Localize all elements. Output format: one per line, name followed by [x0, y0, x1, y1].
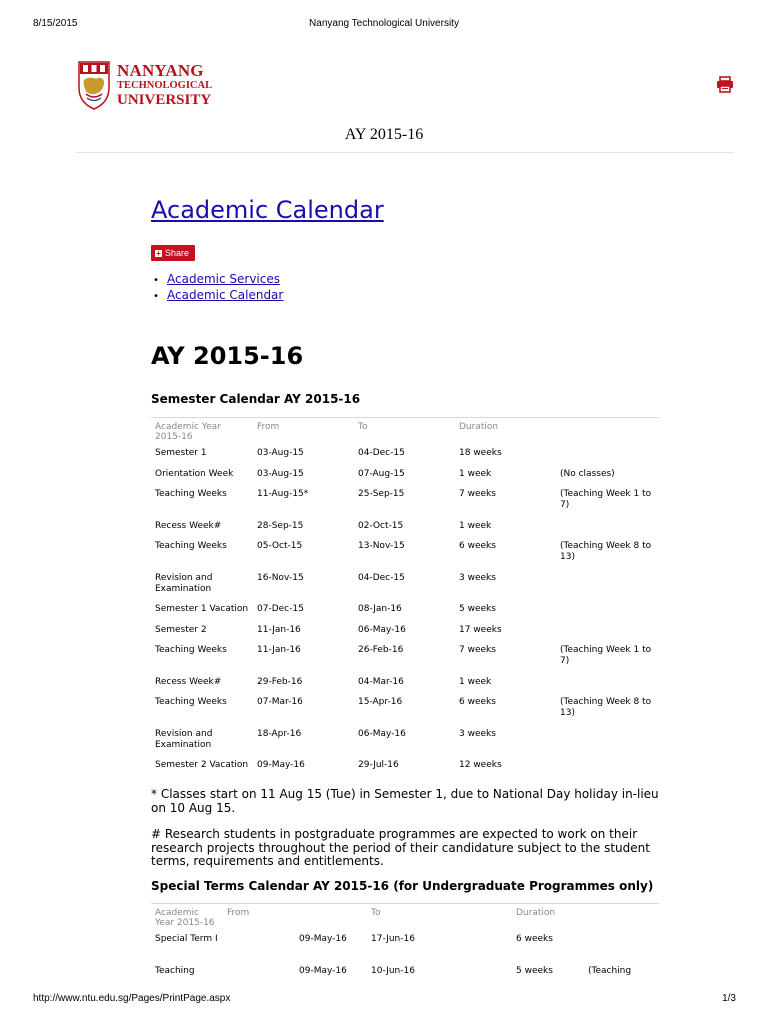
table-row: [151, 541, 659, 573]
table-cell: 07-Mar-16: [257, 697, 303, 707]
table-cell: 05-Oct-15: [257, 541, 303, 551]
table-cell: 25-Sep-15: [358, 489, 405, 499]
header-divider: [76, 152, 734, 153]
table-cell: Semester 2: [155, 625, 207, 635]
table-row: [151, 934, 659, 966]
table-cell: [223, 966, 295, 986]
table-row: [151, 604, 659, 625]
table-cell: 1 week: [459, 677, 492, 687]
column-header: To: [367, 904, 512, 935]
table-cell: 10-Jun-16: [371, 966, 415, 976]
university-crest-icon: [77, 60, 111, 110]
table-row: [151, 729, 659, 760]
table-cell: [584, 934, 659, 966]
table-cell: 1 week: [459, 521, 492, 531]
table-cell: 02-Oct-15: [358, 521, 404, 531]
table-cell: Revision and Examination: [155, 729, 213, 750]
footnote-asterisk: * Classes start on 11 Aug 15 (Tue) in Semester 1, due to National Day holiday in-lieu on 10 Aug 15.: [151, 787, 659, 815]
table-cell: 03-Aug-15: [257, 448, 304, 458]
table-cell: 16-Nov-15: [257, 573, 304, 583]
table-cell: Semester 1 Vacation: [155, 604, 249, 614]
table-cell: 11-Jan-16: [257, 625, 301, 635]
table-cell: Recess Week#: [155, 521, 222, 531]
table-cell: 3 weeks: [459, 729, 496, 739]
table-cell: 29-Feb-16: [257, 677, 303, 687]
table-cell: Recess Week#: [155, 677, 222, 687]
print-page-title: Nanyang Technological University: [309, 18, 459, 29]
table-cell: 06-May-16: [358, 625, 406, 635]
table-cell: [556, 573, 659, 604]
breadcrumb-item: [165, 288, 283, 304]
table-cell: 17 weeks: [459, 625, 502, 635]
logo-wordmark: [117, 62, 212, 108]
table-cell: [556, 760, 659, 780]
table-cell: 5 weeks: [459, 604, 496, 614]
table-cell: 06-May-16: [358, 729, 406, 739]
table-cell: (No classes): [560, 469, 615, 479]
table-row: [151, 573, 659, 604]
table-cell: 5 weeks: [516, 966, 553, 976]
printer-icon[interactable]: [716, 76, 734, 93]
table-cell: Teaching Weeks: [155, 489, 227, 499]
semester-calendar-table: [151, 417, 659, 780]
table-cell: 08-Jan-16: [358, 604, 402, 614]
table-cell: 6 weeks: [459, 541, 496, 551]
breadcrumb-item: [165, 272, 283, 288]
page-number: 1/3: [722, 993, 736, 1004]
table-row: [151, 625, 659, 645]
table-cell: Special Term I: [155, 934, 218, 944]
table-cell: 28-Sep-15: [257, 521, 304, 531]
table-cell: Semester 1: [155, 448, 207, 458]
header-academic-year: AY 2015-16: [344, 126, 424, 143]
table-cell: 04-Dec-15: [358, 573, 405, 583]
logo-line-3: UNIVERSITY: [117, 91, 212, 108]
table-cell: [556, 729, 659, 760]
table-cell: 6 weeks: [459, 697, 496, 707]
table-cell: 07-Aug-15: [358, 469, 405, 479]
table-row: [151, 697, 659, 729]
table-row: [151, 448, 659, 469]
column-header: To: [354, 418, 455, 449]
table-cell: 12 weeks: [459, 760, 502, 770]
table-cell: 6 weeks: [516, 934, 553, 944]
print-url: http://www.ntu.edu.sg/Pages/PrintPage.aspx: [33, 993, 231, 1004]
table-cell: 04-Mar-16: [358, 677, 404, 687]
breadcrumb-link-academic-services[interactable]: Academic Services: [167, 272, 280, 286]
table-header-row: [151, 904, 659, 935]
table-row: [151, 677, 659, 697]
table-cell: 09-May-16: [299, 934, 347, 944]
table-cell: 26-Feb-16: [358, 645, 404, 655]
table-cell: (Teaching Week 8 to 13): [560, 541, 652, 562]
table-cell: [223, 934, 295, 966]
table-row: [151, 489, 659, 521]
share-button[interactable]: [151, 245, 195, 261]
table-cell: 07-Dec-15: [257, 604, 304, 614]
column-header: Academic Year 2015-16: [151, 418, 253, 449]
table-cell: Revision and Examination: [155, 573, 213, 594]
table-cell: 7 weeks: [459, 489, 496, 499]
table-cell: (Teaching Week 1 to 7): [560, 645, 652, 666]
logo-line-1: NANYANG: [117, 61, 204, 80]
table-row: [151, 521, 659, 541]
breadcrumb: [165, 272, 283, 304]
column-header: [556, 418, 659, 449]
table-cell: [556, 677, 659, 697]
table-cell: Orientation Week: [155, 469, 234, 479]
table-cell: [556, 604, 659, 625]
table-cell: [556, 448, 659, 469]
table-cell: 3 weeks: [459, 573, 496, 583]
table-cell: 7 weeks: [459, 645, 496, 655]
table-cell: 17-Jun-16: [371, 934, 415, 944]
column-header: Duration: [512, 904, 584, 935]
table-cell: 18 weeks: [459, 448, 502, 458]
table-cell: 1 week: [459, 469, 492, 479]
table-cell: (Teaching: [588, 966, 632, 976]
table-cell: 09-May-16: [299, 966, 347, 976]
column-header: From: [223, 904, 295, 935]
table-cell: 13-Nov-15: [358, 541, 405, 551]
print-date: 8/15/2015: [33, 18, 78, 29]
table-cell: (Teaching Week 8 to 13): [560, 697, 652, 718]
table-cell: 11-Jan-16: [257, 645, 301, 655]
table-cell: Teaching Weeks: [155, 541, 227, 551]
table-cell: [556, 625, 659, 645]
breadcrumb-link-academic-calendar[interactable]: Academic Calendar: [167, 288, 284, 302]
main-heading: AY 2015-16: [151, 342, 304, 370]
table-cell: 04-Dec-15: [358, 448, 405, 458]
table-cell: 15-Apr-16: [358, 697, 403, 707]
column-header: [295, 904, 367, 935]
table-row: [151, 645, 659, 677]
table-row: [151, 760, 659, 780]
table-cell: 11-Aug-15*: [257, 489, 309, 499]
table-cell: Teaching Weeks: [155, 645, 227, 655]
table-row: [151, 966, 659, 986]
special-terms-table: [151, 903, 659, 986]
table-cell: Semester 2 Vacation: [155, 760, 249, 770]
semester-calendar-title: Semester Calendar AY 2015-16: [151, 392, 361, 406]
share-label: Share: [165, 248, 190, 258]
column-header: Duration: [455, 418, 556, 449]
page-title[interactable]: Academic Calendar: [151, 196, 384, 224]
ntu-logo[interactable]: [77, 60, 212, 112]
table-cell: Teaching Weeks: [155, 697, 227, 707]
plus-icon: +: [156, 249, 161, 258]
table-cell: 09-May-16: [257, 760, 305, 770]
footnote-hash: # Research students in postgraduate programmes are expected to work on their research projects throughout the period of their candidature subject to the student terms, requirements and entitlements.: [151, 827, 650, 868]
table-header-row: [151, 418, 659, 449]
table-cell: 18-Apr-16: [257, 729, 302, 739]
table-cell: 29-Jul-16: [358, 760, 399, 770]
table-cell: [556, 521, 659, 541]
table-cell: Teaching: [155, 966, 195, 976]
logo-line-2: TECHNOLOGICAL: [117, 80, 213, 91]
table-row: [151, 469, 659, 489]
column-header: [584, 904, 659, 935]
table-cell: (Teaching Week 1 to 7): [560, 489, 652, 510]
column-header: Academic Year 2015-16: [151, 904, 223, 935]
column-header: From: [253, 418, 354, 449]
table-cell: 03-Aug-15: [257, 469, 304, 479]
special-terms-title: Special Terms Calendar AY 2015-16 (for Undergraduate Programmes only): [151, 879, 654, 893]
